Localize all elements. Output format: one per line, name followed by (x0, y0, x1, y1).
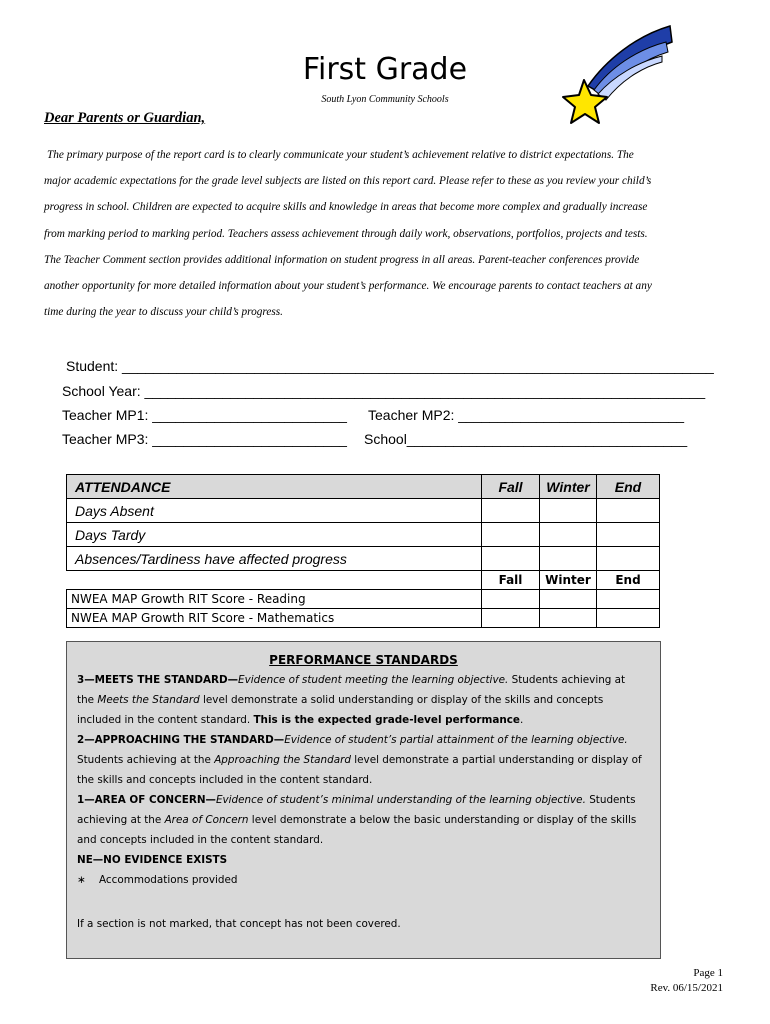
school-district-subtitle: South Lyon Community Schools (321, 94, 449, 105)
table-row (67, 523, 660, 547)
attendance-table (66, 474, 660, 628)
letter-greeting: Dear Parents or Guardian, (44, 110, 206, 126)
teacher-mp2-field[interactable]: Teacher MP2: _____________________________ (368, 407, 685, 423)
performance-standards-box: PERFORMANCE STANDARDS 3—MEETS THE STANDARD—Evidence of student meeting the learning objective. Students achieving at the Meets the Standard level demonstrate a solid understanding or display of the skills and concepts included in the content standard. This is the expected grade-level performance. 2—APPROACHING THE STANDARD—Evidence of student’s partial attainment of the learning objective. Students achieving at the Approaching the Standard level demonstrate a partial understanding or display of the skills and concepts included in the content standard. 1—AREA OF CONCERN—Evidence of student’s minimal understanding of the learning objective. Students achieving at the Area of Concern level demonstrate a below the basic understanding or display of the skills and concepts included in the content standard. NE—NO EVIDENCE EXISTS ∗ Accommodations provided If a section is not marked, that concept has not been covered. (66, 641, 661, 959)
page-number: Page 1 (693, 967, 723, 979)
standard-label: 1—AREA OF CONCERN— (77, 794, 216, 806)
grade-cell[interactable] (540, 499, 597, 523)
letter-line: progress in school. Children are expected to acquire skills and knowledge in areas that become more complex and gradually increase (44, 201, 648, 214)
score-cell[interactable] (540, 590, 597, 609)
letter-line: time during the year to discuss your child’s progress. (44, 306, 283, 319)
column-header-winter: Winter (540, 475, 597, 499)
letter-line: The Teacher Comment section provides additional information on student progress in all areas. Parent-teacher conferences provide (44, 253, 640, 266)
table-row (67, 609, 660, 628)
grade-cell[interactable] (597, 523, 660, 547)
performance-standards-heading: PERFORMANCE STANDARDS (269, 653, 458, 667)
table-row (67, 590, 660, 609)
teacher-mp3-field[interactable]: Teacher MP3: _________________________ (62, 431, 347, 447)
school-field[interactable]: School____________________________________ (364, 431, 688, 447)
page-footer (650, 966, 723, 996)
grade-cell[interactable] (540, 523, 597, 547)
nwea-column-fall: Fall (482, 571, 540, 590)
column-header-fall: Fall (482, 475, 540, 499)
grade-cell[interactable] (597, 499, 660, 523)
asterisk-icon: ∗ (77, 874, 86, 886)
row-label: Absences/Tardiness have affected progress (67, 547, 482, 571)
attendance-header: ATTENDANCE (67, 475, 482, 499)
letter-line: another opportunity for more detailed information about your student’s performance. We encourage parents to contact teachers at any (44, 280, 652, 293)
standard-meets: 3—MEETS THE STANDARD—Evidence of student meeting the learning objective. Students achieving at (77, 674, 626, 686)
letter-line: major academic expectations for the grade level subjects are listed on this report card. Please refer to these as you review your child’s (44, 175, 652, 188)
table-row (67, 499, 660, 523)
standard-label: 2—APPROACHING THE STANDARD— (77, 734, 285, 746)
letter-line: from marking period to marking period. Teachers assess achievement through daily work, observations, portfolios, projects and tests. (44, 227, 648, 240)
teacher-mp1-field[interactable]: Teacher MP1: _________________________ (62, 407, 347, 423)
standard-label: 3—MEETS THE STANDARD— (77, 674, 239, 686)
score-cell[interactable] (597, 590, 660, 609)
nwea-column-winter: Winter (540, 571, 597, 590)
grade-cell[interactable] (482, 523, 540, 547)
grade-cell[interactable] (597, 547, 660, 571)
not-marked-note: If a section is not marked, that concept has not been covered. (77, 918, 401, 930)
accommodations-line: ∗ Accommodations provided (77, 870, 650, 890)
school-year-field[interactable]: School Year: ________________________________________________________________________ (62, 383, 706, 399)
column-header-end: End (597, 475, 660, 499)
row-label: Days Absent (67, 499, 482, 523)
nwea-column-end: End (597, 571, 660, 590)
page-title: First Grade (302, 52, 468, 87)
grade-cell[interactable] (540, 547, 597, 571)
letter-line: The primary purpose of the report card is to clearly communicate your student’s achievement relative to district expectations. The (47, 149, 634, 161)
score-cell[interactable] (597, 609, 660, 628)
score-cell[interactable] (540, 609, 597, 628)
student-field[interactable]: Student: ____________________________________________________________________________ (66, 358, 714, 374)
standard-no-evidence: NE—NO EVIDENCE EXISTS (77, 854, 228, 866)
nwea-row-label: NWEA MAP Growth RIT Score - Reading (67, 590, 482, 609)
row-label: Days Tardy (67, 523, 482, 547)
table-row (67, 547, 660, 571)
letter-body (44, 142, 728, 325)
grade-cell[interactable] (482, 499, 540, 523)
standard-approaching: 2—APPROACHING THE STANDARD—Evidence of student’s partial attainment of the learning objective. (77, 734, 628, 746)
nwea-row-label: NWEA MAP Growth RIT Score - Mathematics (67, 609, 482, 628)
attendance-header-row (67, 475, 660, 499)
shooting-star-logo (558, 22, 674, 132)
nwea-header-row (67, 571, 660, 590)
score-cell[interactable] (482, 609, 540, 628)
score-cell[interactable] (482, 590, 540, 609)
standard-concern: 1—AREA OF CONCERN—Evidence of student’s minimal understanding of the learning objective. Students (77, 794, 636, 806)
grade-cell[interactable] (482, 547, 540, 571)
revision-date: Rev. 06/15/2021 (650, 982, 723, 994)
